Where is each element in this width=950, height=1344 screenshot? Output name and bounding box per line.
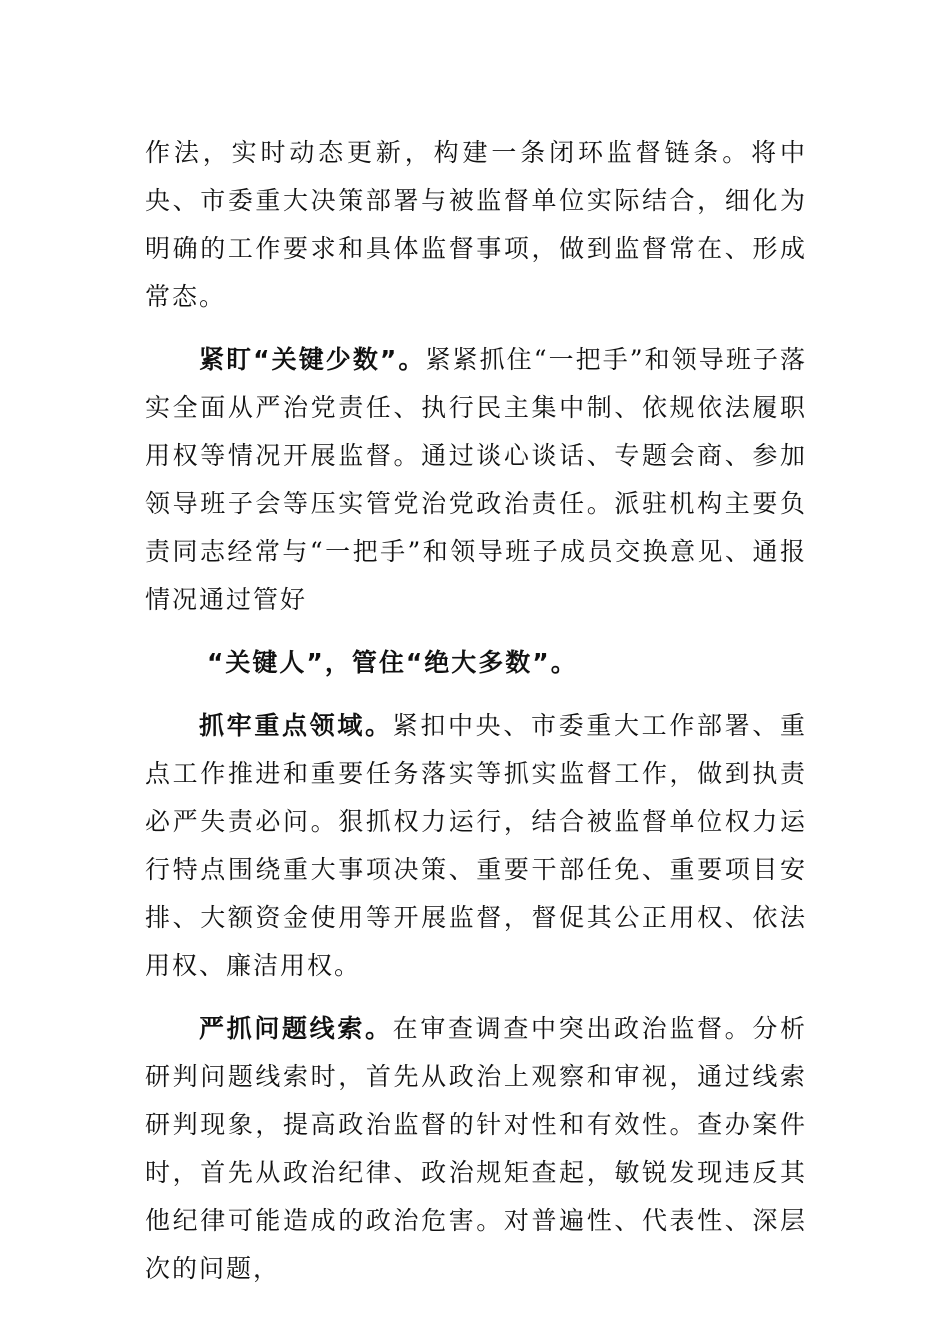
paragraph-key-areas [145, 702, 807, 990]
paragraph-text: “关键人”，管住“绝大多数”。 [207, 648, 578, 677]
paragraph-key-minority [145, 336, 807, 624]
paragraph-lead: 抓牢重点领域。 [199, 711, 393, 740]
paragraph-text: 紧扣中央、市委重大工作部署、重点工作推进和重要任务落实等抓实监督工作，做到执责必严失责必问。狠抓权力运行，结合被监督单位权力运行特点围绕重大事项决策、重要干部任免、重要项目安排、大额资金使用等开展监督，督促其公正用权、依法用权、廉洁用权。 [145, 711, 807, 980]
paragraph-text: 在审查调查中突出政治监督。分析研判问题线索时，首先从政治上观察和审视，通过线索研判现象，提高政治监督的针对性和有效性。查办案件时，首先从政治纪律、政治规矩查起，敏锐发现违反其他纪律可能造成的政治危害。对普遍性、代表性、深层次的问题， [145, 1014, 807, 1283]
paragraph-continuation [145, 129, 807, 321]
paragraph-problem-clues [145, 1005, 807, 1293]
paragraph-lead: 紧盯“关键少数”。 [199, 345, 426, 374]
paragraph-lead: 严抓问题线索。 [199, 1014, 393, 1043]
paragraph-key-person-line [145, 639, 807, 687]
paragraph-text: 作法，实时动态更新，构建一条闭环监督链条。将中央、市委重大决策部署与被监督单位实际结合，细化为明确的工作要求和具体监督事项，做到监督常在、形成常态。 [145, 138, 807, 311]
document-body [145, 129, 807, 1308]
paragraph-text: 紧紧抓住“一把手”和领导班子落实全面从严治党责任、执行民主集中制、依规依法履职用权等情况开展监督。通过谈心谈话、专题会商、参加领导班子会等压实管党治党政治责任。派驻机构主要负责同志经常与“一把手”和领导班子成员交换意见、通报情况通过管好 [145, 345, 807, 614]
